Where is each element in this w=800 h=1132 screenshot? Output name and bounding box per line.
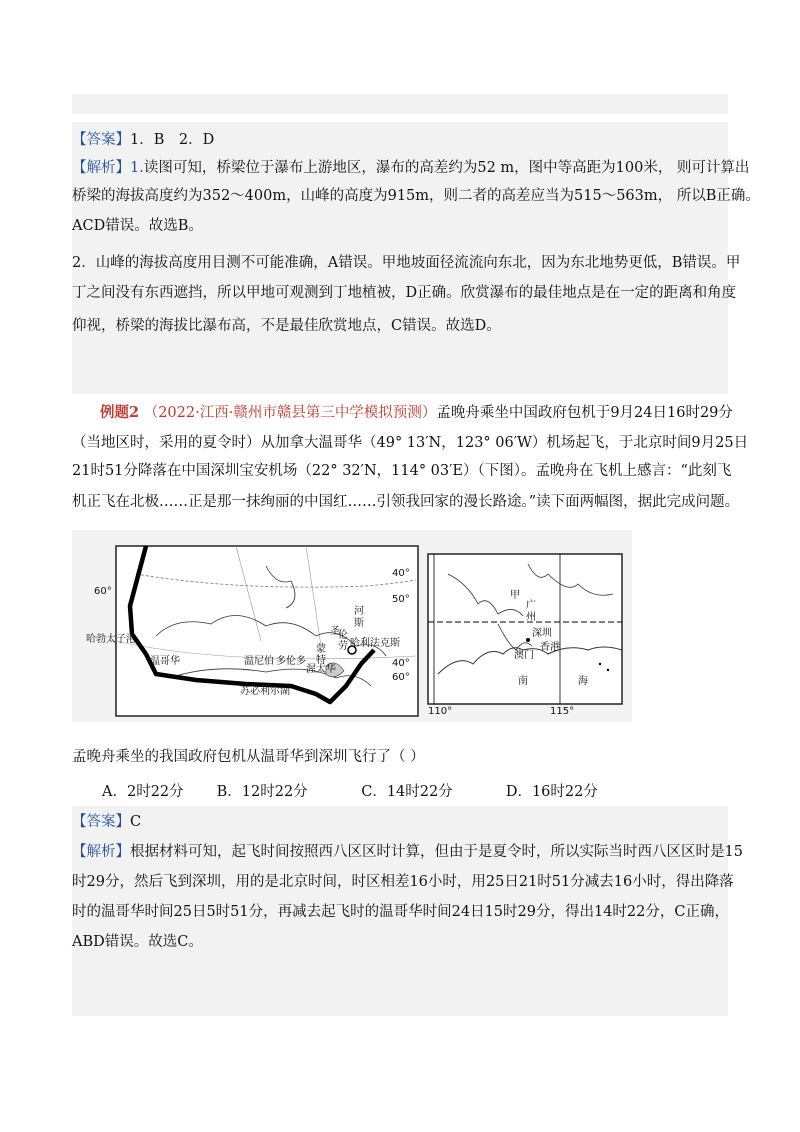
place-prince-rupert: 哈勃太子港	[86, 634, 136, 645]
lon-110-label: 110°	[428, 706, 453, 717]
label-nan: 南	[518, 676, 528, 687]
option-d[interactable]: D．16时22分	[505, 784, 598, 800]
label-lat-50: 50°	[392, 594, 410, 605]
answer-block-1	[72, 122, 760, 394]
answer-line-2	[72, 810, 141, 834]
river-label-1: 河	[354, 606, 364, 617]
analysis-line-2: 桥梁的海拔高度约为352～400m，山峰的高度为915m，则二者的高差应当为515～563m， 所以B正确。	[72, 188, 760, 204]
option-c[interactable]: C．14时22分	[361, 784, 453, 800]
river-label-3: 伦	[338, 630, 348, 641]
place-montreal-1: 蒙	[316, 644, 326, 655]
answer-label: 【答案】	[72, 132, 130, 148]
example-source: （2022·江西·赣州市赣县第三中学模拟预测）	[143, 405, 437, 421]
example-line-3: 21时51分降落在中国深圳宝安机场（22° 32′N，114° 03′E）（下图）。孟晚舟在飞机上感言：“此刻飞	[72, 463, 732, 479]
place-hongkong: 香港	[540, 642, 560, 653]
option-b[interactable]: B．12时22分	[216, 784, 308, 800]
example-line-4: 机正飞在北极……正是那一抹绚丽的中国红……引领我回家的漫长路途。”读下面两幅图，据此完成问题。	[72, 494, 740, 510]
label-hai: 海	[578, 676, 588, 687]
analysis-line-1: 【解析】1.读图可知，桥梁位于瀑布上游地区，瀑布的高差约为52 m，图中等高距为100米， 则可计算出	[72, 160, 750, 176]
river-label-4: 劳	[338, 641, 348, 652]
options-row	[102, 780, 616, 801]
analysis-label-2: 【解析】	[72, 844, 130, 860]
example-line-1: 例题2 （2022·江西·赣州市赣县第三中学模拟预测）孟晚舟乘坐中国政府包机于9月24日16时29分	[100, 404, 733, 421]
river-label-5: 圣	[330, 626, 340, 637]
example-line-2: （当地区时，采用的夏令时）从加拿大温哥华（49° 13′N，123° 06′W）机场起飞，于北京时间9月25日	[72, 435, 749, 451]
place-ottawa: 渥太华	[306, 664, 336, 675]
lon-115-label: 115°	[550, 706, 575, 717]
answer-label-2: 【答案】	[72, 814, 130, 830]
place-toronto: 多伦多	[276, 656, 306, 667]
place-halifax: 哈利法克斯	[350, 638, 400, 649]
label-lat-40-right: 40°	[392, 658, 410, 669]
answer-line	[72, 128, 214, 152]
analysis-first-number: 1.	[130, 160, 144, 176]
answer-text: 1．B 2．D	[130, 132, 215, 148]
river-label-2: 斯	[354, 618, 364, 629]
analysis2-line-1: 【解析】根据材料可知，起飞时间按照西八区区时计算，但由于是夏令时，所以实际当时西八区区时是15	[72, 844, 743, 860]
answer-block-2	[72, 806, 743, 1016]
label-lat-60-left: 60°	[94, 586, 112, 597]
place-montreal-2: 特	[316, 655, 326, 666]
example-label: 例题2	[100, 404, 140, 421]
place-shenzhen: 深圳	[532, 628, 552, 639]
analysis-line-5: 丁之间没有东西遮挡，所以甲地可观测到丁地植被，D正确。欣赏瀑布的最佳地点是在一定的距离和角度	[72, 285, 737, 301]
place-vancouver: 温哥华	[150, 656, 180, 667]
analysis-line-6: 仰视，桥梁的海拔比瀑布高，不是最佳欣赏地点，C错误。故选D。	[72, 318, 501, 334]
top-gray-strip	[72, 94, 728, 114]
place-zhou: 州	[526, 612, 536, 623]
answer-text-2: C	[130, 814, 142, 830]
analysis-line-3: ACD错误。故选B。	[72, 218, 203, 234]
place-winnipeg: 温尼伯	[244, 656, 274, 667]
place-jia: 甲	[510, 590, 520, 601]
analysis2-line-3: 时的温哥华时间25日5时51分，再减去起飞时的温哥华时间24日15时29分，得出14时22分，C正确，	[72, 904, 729, 920]
place-guang: 广	[526, 600, 536, 611]
place-lake-superior: 苏必利尔湖	[240, 686, 290, 697]
analysis-line-4: 2．山峰的海拔高度用目测不可能准确，A错误。甲地坡面径流流向东北，因为东北地势更低，B错误。甲	[72, 255, 741, 271]
shenzhen-map	[428, 554, 622, 704]
analysis-label: 【解析】	[72, 160, 130, 176]
map-figure	[72, 530, 632, 722]
canada-route-map	[86, 546, 418, 716]
question-text: 孟晚舟乘坐的我国政府包机从温哥华到深圳飞行了（ ）	[72, 749, 425, 765]
option-a[interactable]: A．2时22分	[102, 784, 184, 800]
analysis2-line-4: ABD错误。故选C。	[72, 934, 203, 950]
place-macau: 澳门	[514, 650, 534, 661]
label-lat-60-right: 60°	[392, 672, 410, 683]
label-lat-40-top: 40°	[392, 568, 410, 579]
analysis2-line-2: 时29分，然后飞到深圳，用的是北京时间，时区相差16小时，用25日21时51分减去16小时，得出降落	[72, 874, 734, 890]
